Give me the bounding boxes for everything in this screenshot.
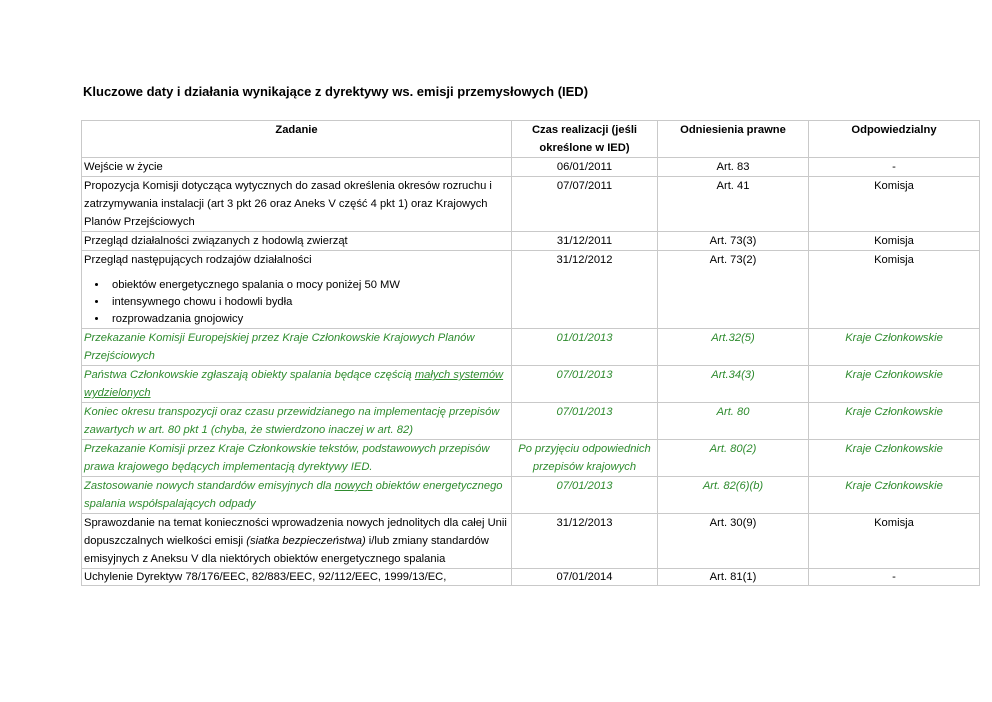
task-text: obiektów energetycznego spalania współspalających odpady (84, 480, 503, 510)
reference-cell: Art. 81(1) (658, 569, 809, 586)
task-text: i/lub zmiany standardów emisyjnych z Aneksu V dla niektórych obiektów energetycznego spalania (84, 535, 489, 565)
activity-list (84, 277, 509, 328)
responsible-cell: Komisja (809, 251, 980, 329)
date-cell: 31/12/2012 (512, 251, 658, 329)
header-responsible: Odpowiedzialny (809, 121, 980, 158)
task-cell: Przekazanie Komisji Europejskiej przez Kraje Członkowskie Krajowych Planów Przejściowych (82, 329, 512, 366)
responsible-cell: Kraje Członkowskie (809, 477, 980, 514)
task-cell: Przekazanie Komisji przez Kraje Członkowskie tekstów, podstawowych przepisów prawa krajowego będących implementacją dyrektywy IED. (82, 440, 512, 477)
task-text: Państwa Członkowskie zgłaszają obiekty spalania będące częścią (84, 369, 415, 381)
task-text: Przegląd następujących rodzajów działalności (84, 254, 312, 266)
table-row (82, 158, 980, 177)
task-underlined-text: małych systemów wydzielonych (84, 369, 504, 399)
reference-cell: Art. 30(9) (658, 514, 809, 569)
task-text: Zastosowanie nowych standardów emisyjnych dla (84, 480, 335, 492)
date-cell: 07/01/2014 (512, 569, 658, 586)
task-text: Sprawozdanie na temat konieczności wprowadzenia nowych jednolitych dla całej Unii dopuszczalnych wielkości emisji (84, 517, 507, 547)
date-cell: 01/01/2013 (512, 329, 658, 366)
table-row (82, 232, 980, 251)
responsible-cell: - (809, 158, 980, 177)
table-row (82, 403, 980, 440)
list-item: • rozprowadzania gnojowicy (108, 311, 509, 328)
responsible-cell: Komisja (809, 514, 980, 569)
date-cell: 07/01/2013 (512, 366, 658, 403)
reference-cell: Art. 73(2) (658, 251, 809, 329)
reference-cell: Art. 83 (658, 158, 809, 177)
task-cell: Przegląd działalności związanych z hodowlą zwierząt (82, 232, 512, 251)
responsible-cell: - (809, 569, 980, 586)
date-cell: 07/01/2013 (512, 477, 658, 514)
header-task: Zadanie (82, 121, 512, 158)
task-cell (82, 477, 512, 514)
task-cell: Uchylenie Dyrektyw 78/176/EEC, 82/883/EEC, 92/112/EEC, 1999/13/EC, (82, 569, 512, 586)
table-row (82, 329, 980, 366)
reference-cell: Art. 82(6)(b) (658, 477, 809, 514)
table-header-row (82, 121, 980, 158)
date-cell: 31/12/2013 (512, 514, 658, 569)
date-cell: 31/12/2011 (512, 232, 658, 251)
reference-cell: Art. 73(3) (658, 232, 809, 251)
table-row (82, 366, 980, 403)
responsible-cell: Komisja (809, 177, 980, 232)
task-cell (82, 251, 512, 329)
ied-dates-table (81, 120, 980, 586)
task-cell: Wejście w życie (82, 158, 512, 177)
header-reference: Odniesienia prawne (658, 121, 809, 158)
responsible-cell: Kraje Członkowskie (809, 440, 980, 477)
header-date: Czas realizacji (jeśli określone w IED) (512, 121, 658, 158)
reference-cell: Art. 41 (658, 177, 809, 232)
table-row (82, 477, 980, 514)
responsible-cell: Kraje Członkowskie (809, 366, 980, 403)
list-item: • obiektów energetycznego spalania o mocy poniżej 50 MW (108, 277, 509, 294)
list-item: • intensywnego chowu i hodowli bydła (108, 294, 509, 311)
table-row (82, 251, 980, 329)
table-row (82, 514, 980, 569)
task-cell (82, 514, 512, 569)
table-row (82, 177, 980, 232)
date-cell: Po przyjęciu odpowiednich przepisów krajowych (512, 440, 658, 477)
task-cell: Propozycja Komisji dotycząca wytycznych do zasad określenia okresów rozruchu i zatrzymywania instalacji (art 3 pkt 26 oraz Aneks V część 4 pkt 1) oraz Krajowych Planów Przejściowych (82, 177, 512, 232)
task-underlined-text: nowych (334, 480, 373, 492)
responsible-cell: Kraje Członkowskie (809, 403, 980, 440)
reference-cell: Art. 80(2) (658, 440, 809, 477)
responsible-cell: Kraje Członkowskie (809, 329, 980, 366)
task-cell (82, 366, 512, 403)
reference-cell: Art.34(3) (658, 366, 809, 403)
date-cell: 07/01/2013 (512, 403, 658, 440)
date-cell: 06/01/2011 (512, 158, 658, 177)
date-cell: 07/07/2011 (512, 177, 658, 232)
table-row (82, 569, 980, 586)
document-title: Kluczowe daty i działania wynikające z dyrektywy ws. emisji przemysłowych (IED) (83, 84, 589, 99)
reference-cell: Art.32(5) (658, 329, 809, 366)
reference-cell: Art. 80 (658, 403, 809, 440)
task-italic-text: (siatka bezpieczeństwa) (246, 535, 366, 547)
table-row (82, 440, 980, 477)
responsible-cell: Komisja (809, 232, 980, 251)
task-cell: Koniec okresu transpozycji oraz czasu przewidzianego na implementację przepisów zawartych w art. 80 pkt 1 (chyba, że stwierdzono inaczej w art. 82) (82, 403, 512, 440)
